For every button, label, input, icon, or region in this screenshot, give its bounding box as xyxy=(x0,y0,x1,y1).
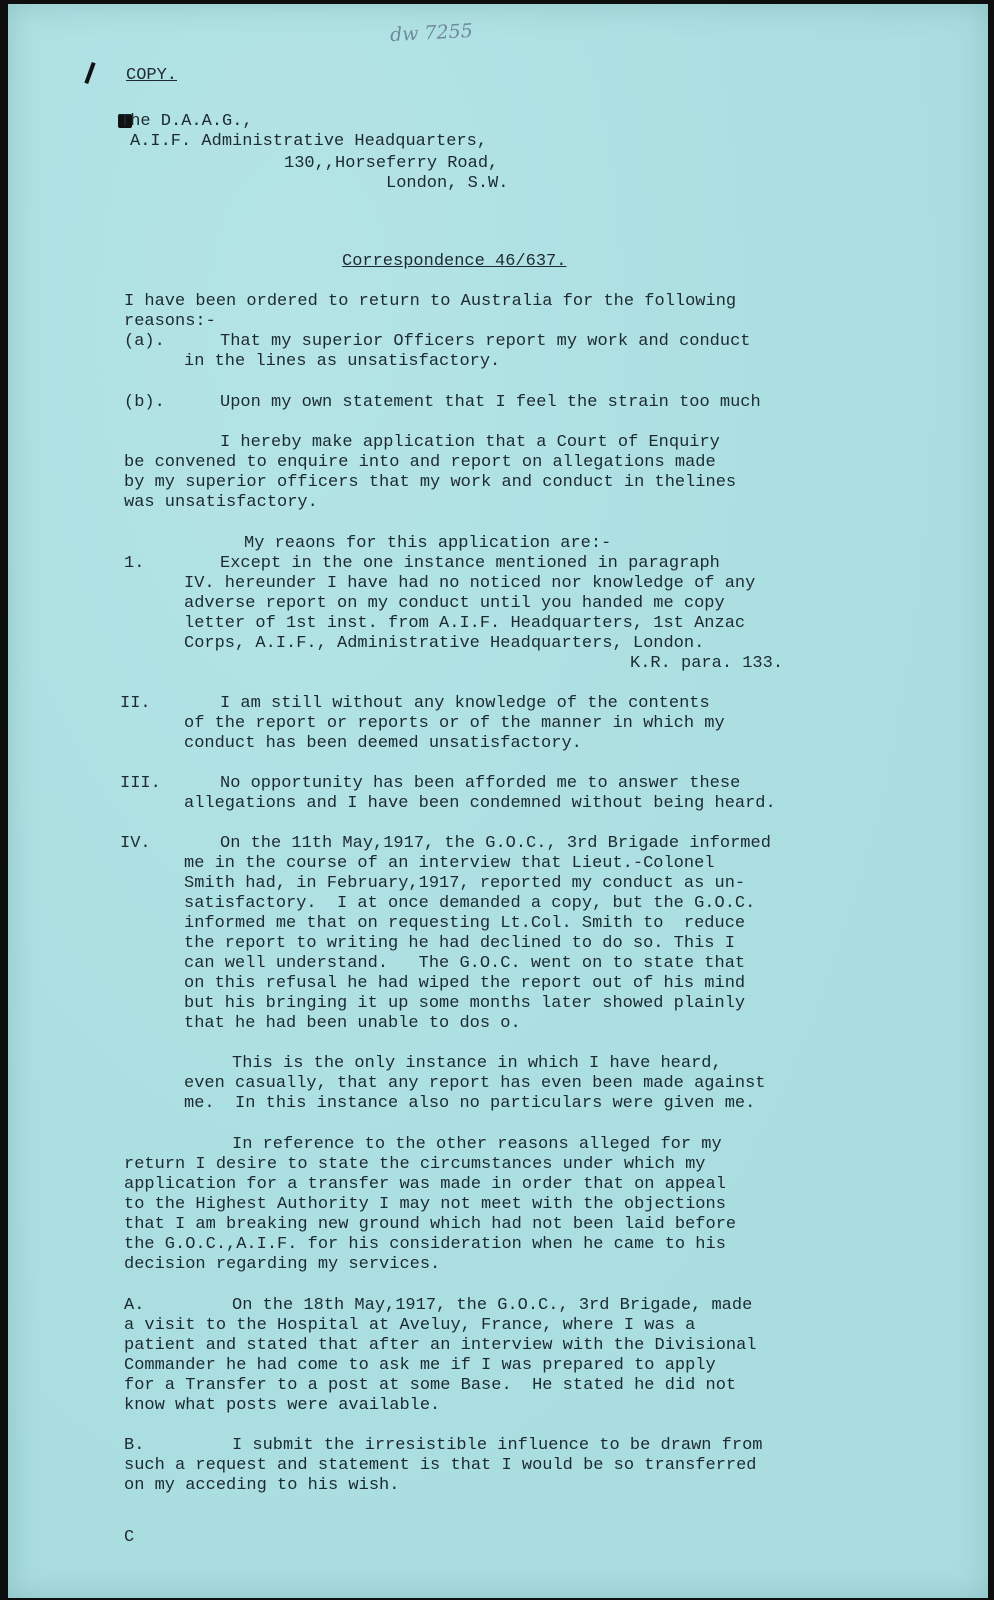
pencil-annotation: dw 7255 xyxy=(389,19,474,47)
reference-line-3: application for a transfer was made in order that on appeal xyxy=(124,1175,726,1194)
para-a-line-4: Commander he had come to ask me if I was prepared to apply xyxy=(124,1356,716,1375)
para-1-line-6: K.R. para. 133. xyxy=(630,654,784,673)
reference-line-2: return I desire to state the circumstances under which my xyxy=(124,1155,706,1174)
para-2-line-3: conduct has been deemed unsatisfactory. xyxy=(184,734,582,753)
para-1-line-1: Except in the one instance mentioned in paragraph xyxy=(220,554,720,573)
para-3-label: III. xyxy=(120,774,161,793)
para-b-line-2: such a request and statement is that I would be so transferred xyxy=(124,1456,757,1475)
para-a-label: A. xyxy=(124,1296,145,1315)
para-4-line-9: but his bringing it up some months later showed plainly xyxy=(184,994,746,1013)
application-line-4: was unsatisfactory. xyxy=(124,493,318,512)
address-line-3: 130,,Horseferry Road, xyxy=(284,154,499,173)
para-4-label: IV. xyxy=(120,834,151,853)
margin-tick-mark xyxy=(84,62,95,84)
para-4-line-2: me in the course of an interview that Lieut.-Colonel xyxy=(184,854,715,873)
reference-line-7: decision regarding my services. xyxy=(124,1255,441,1274)
para-4-line-5: informed me that on requesting Lt.Col. Smith to reduce xyxy=(184,914,746,933)
para-a-line-5: for a Transfer to a post at some Base. He stated he did not xyxy=(124,1376,737,1395)
para-a-line-1: On the 18th May,1917, the G.O.C., 3rd Brigade, made xyxy=(232,1296,753,1315)
instance-line-3: me. In this instance also no particulars were given me. xyxy=(184,1094,756,1113)
para-1-line-4: letter of 1st inst. from A.I.F. Headquarters, 1st Anzac xyxy=(184,614,746,633)
subject-line: Correspondence 46/637. xyxy=(342,252,567,271)
application-line-1: I hereby make application that a Court of Enquiry xyxy=(220,433,720,452)
para-b-line-3: on my acceding to his wish. xyxy=(124,1476,400,1495)
reference-line-4: to the Highest Authority I may not meet with the objections xyxy=(124,1195,726,1214)
copy-label: COPY. xyxy=(126,66,178,85)
para-1-line-3: adverse report on my conduct until you handed me copy xyxy=(184,594,725,613)
reference-line-5: that I am breaking new ground which had not been laid before xyxy=(124,1215,737,1234)
para-4-line-1: On the 11th May,1917, the G.O.C., 3rd Brigade informed xyxy=(220,834,771,853)
address-line-2: A.I.F. Administrative Headquarters, xyxy=(130,132,488,151)
instance-line-2: even casually, that any report has even been made against xyxy=(184,1074,766,1093)
reason-b-line-1: Upon my own statement that I feel the strain too much xyxy=(220,393,761,412)
para-b-label: B. xyxy=(124,1436,145,1455)
reference-line-6: the G.O.C.,A.I.F. for his consideration when he came to his xyxy=(124,1235,726,1254)
para-a-line-6: know what posts were available. xyxy=(124,1396,441,1415)
para-3-line-2: allegations and I have been condemned without being heard. xyxy=(184,794,776,813)
para-2-label: II. xyxy=(120,694,151,713)
intro-line-1: I have been ordered to return to Australia for the following xyxy=(124,292,737,311)
reference-line-1: In reference to the other reasons alleged for my xyxy=(232,1135,722,1154)
reason-b-label: (b). xyxy=(124,393,165,412)
instance-line-1: This is the only instance in which I have heard, xyxy=(232,1054,722,1073)
para-b-line-1: I submit the irresistible influence to be drawn from xyxy=(232,1436,763,1455)
para-4-line-10: that he had been unable to dos o. xyxy=(184,1014,521,1033)
reason-a-line-2: in the lines as unsatisfactory. xyxy=(184,352,501,371)
para-4-line-4: satisfactory. I at once demanded a copy, but the G.O.C. xyxy=(184,894,756,913)
para-4-line-8: on this refusal he had wiped the report out of his mind xyxy=(184,974,746,993)
para-1-line-5: Corps, A.I.F., Administrative Headquarters, London. xyxy=(184,634,705,653)
document-page xyxy=(8,4,988,1598)
next-section-label: C xyxy=(124,1528,135,1547)
reason-a-label: (a). xyxy=(124,332,165,351)
address-line-4: London, S.W. xyxy=(386,174,509,193)
para-1-line-2: IV. hereunder I have had no noticed nor knowledge of any xyxy=(184,574,756,593)
address-line-1: The D.A.A.G., xyxy=(120,112,253,131)
para-2-line-2: of the report or reports or of the manner in which my xyxy=(184,714,725,733)
para-4-line-3: Smith had, in February,1917, reported my conduct as un- xyxy=(184,874,746,893)
reasons-heading: My reaons for this application are:- xyxy=(244,534,612,553)
para-3-line-1: No opportunity has been afforded me to answer these xyxy=(220,774,741,793)
application-line-3: by my superior officers that my work and conduct in thelines xyxy=(124,473,737,492)
para-a-line-2: a visit to the Hospital at Aveluy, France, where I was a xyxy=(124,1316,696,1335)
para-4-line-7: can well understand. The G.O.C. went on to state that xyxy=(184,954,746,973)
reason-a-line-1: That my superior Officers report my work and conduct xyxy=(220,332,751,351)
para-2-line-1: I am still without any knowledge of the contents xyxy=(220,694,710,713)
intro-line-2: reasons:- xyxy=(124,312,216,331)
application-line-2: be convened to enquire into and report on allegations made xyxy=(124,453,716,472)
para-1-label: 1. xyxy=(124,554,145,573)
para-4-line-6: the report to writing he had declined to do so. This I xyxy=(184,934,735,953)
para-a-line-3: patient and stated that after an interview with the Divisional xyxy=(124,1336,757,1355)
